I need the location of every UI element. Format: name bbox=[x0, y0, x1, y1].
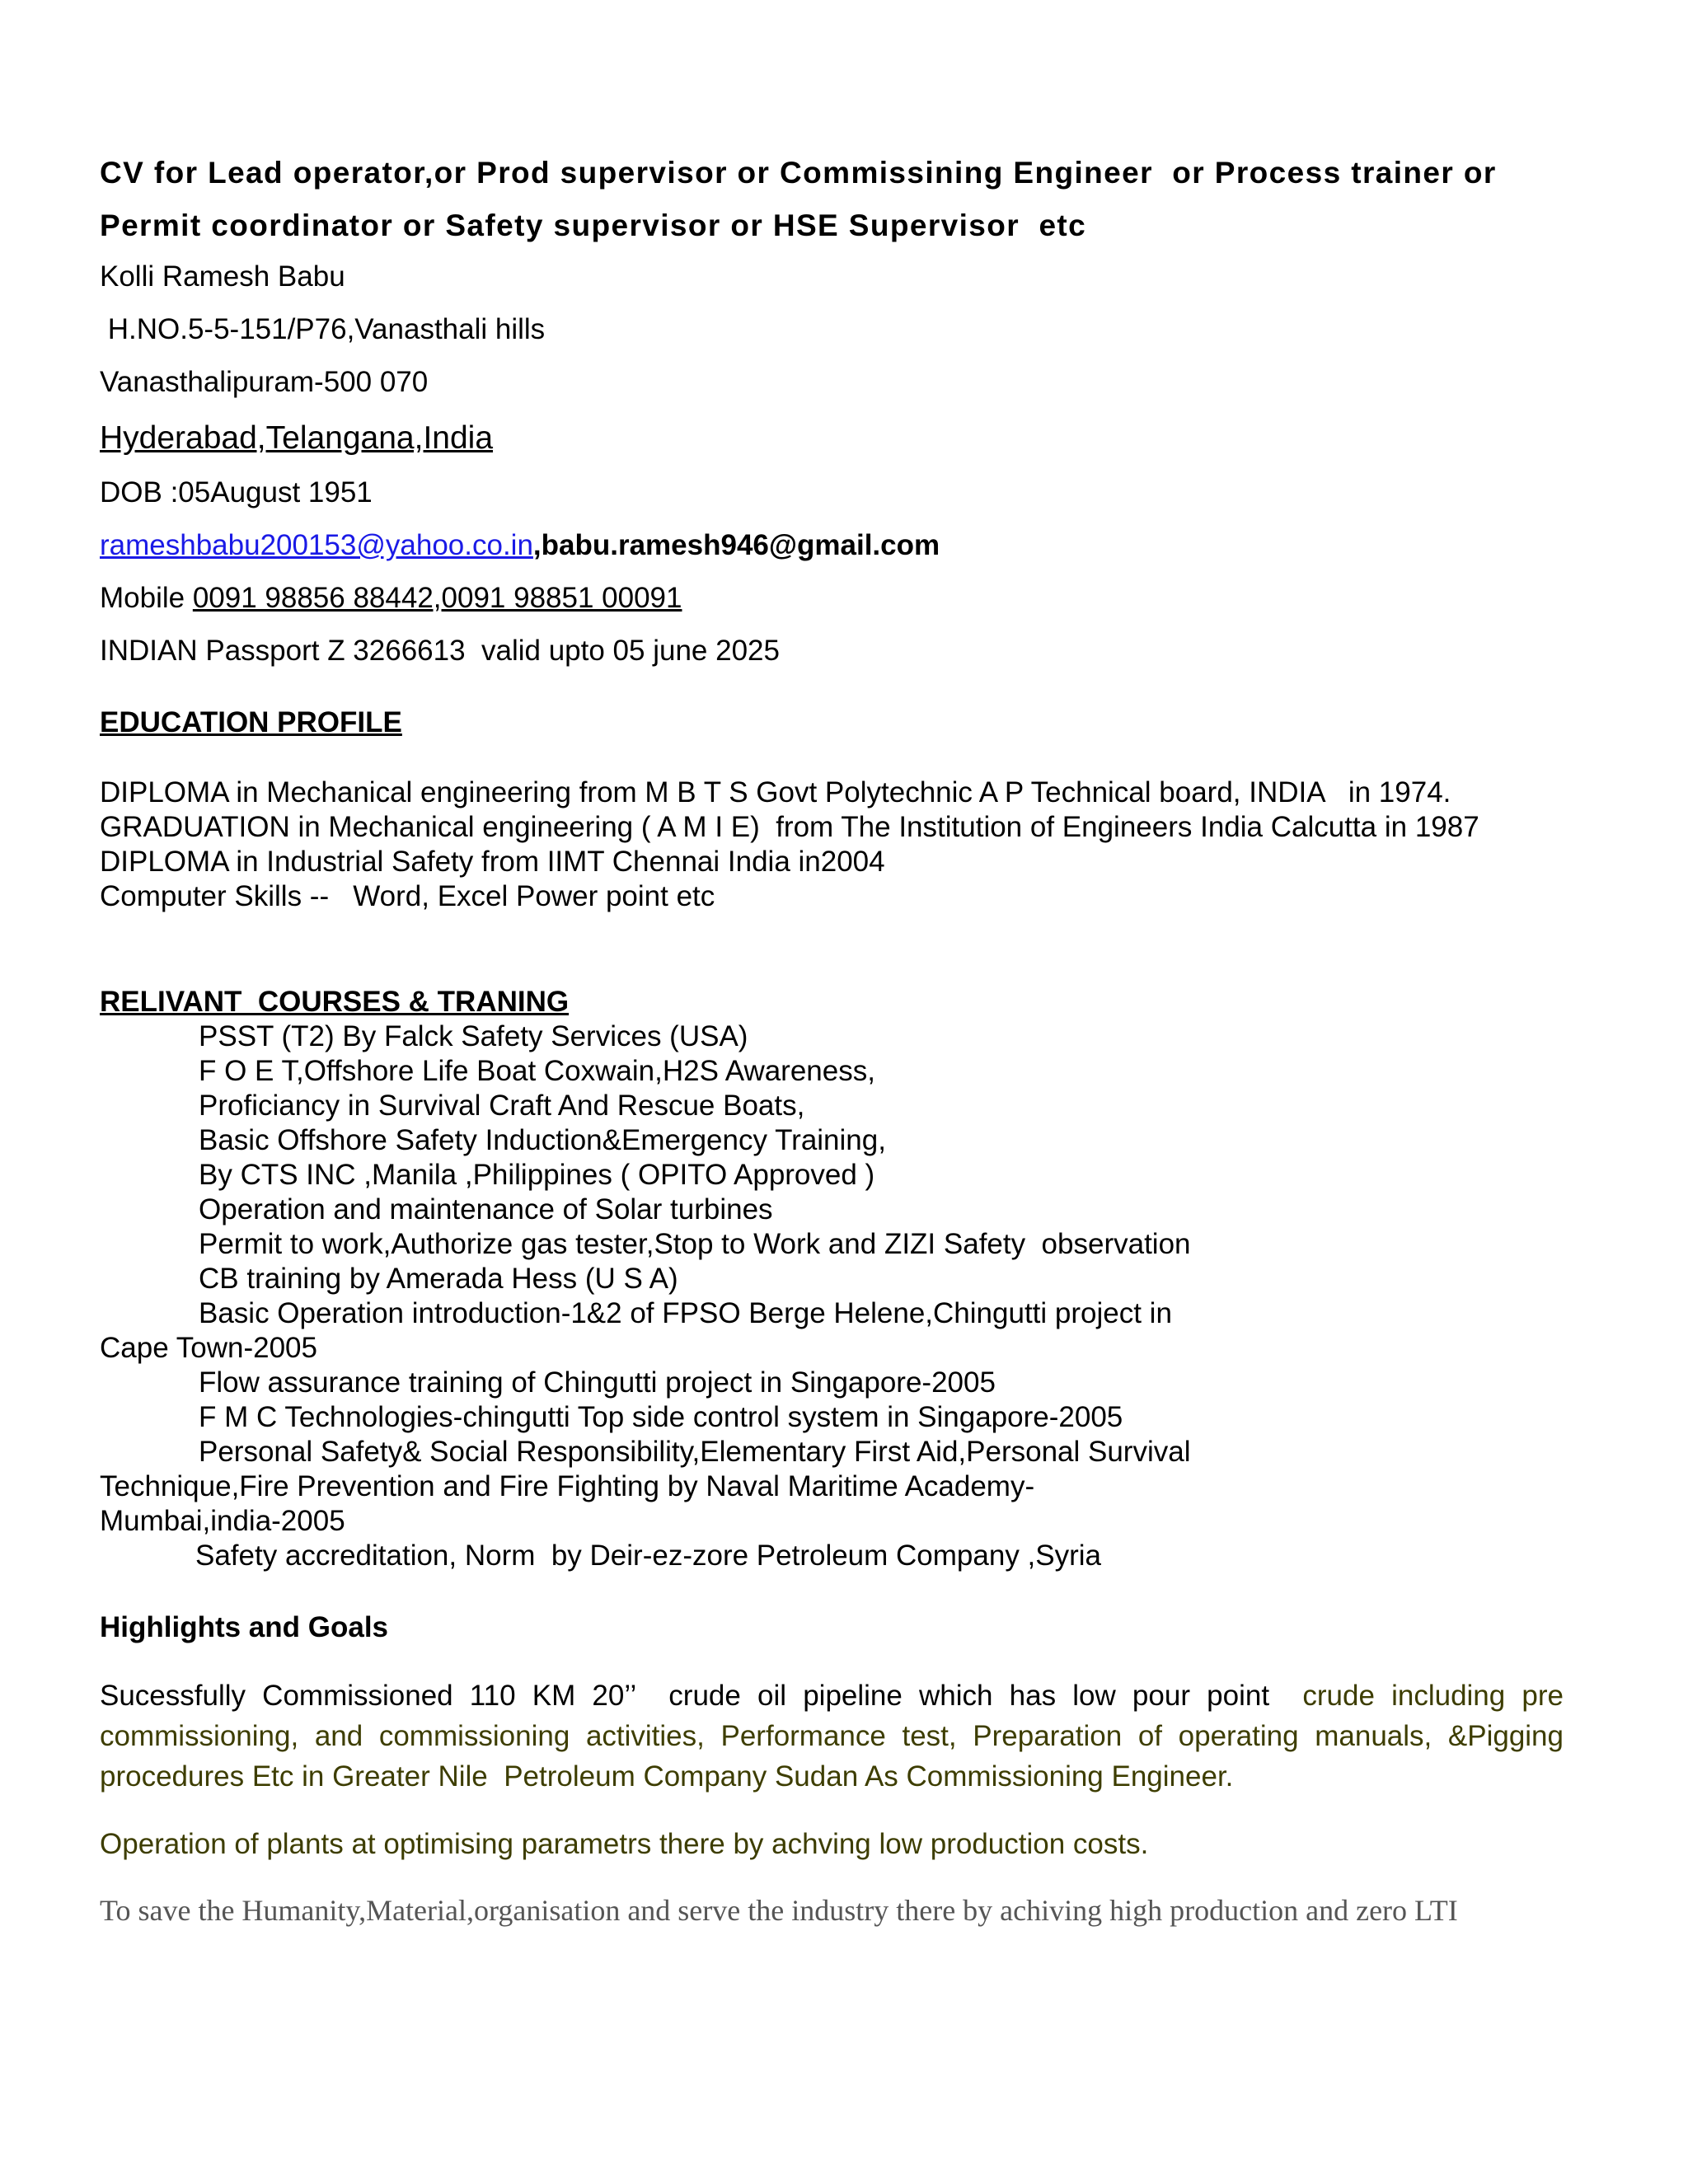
mobile-line bbox=[100, 583, 682, 612]
course-line: F O E T,Offshore Life Boat Coxwain,H2S Awareness, bbox=[199, 1055, 875, 1087]
course-line: Operation and maintenance of Solar turbines bbox=[199, 1193, 773, 1226]
education-item: DIPLOMA in Mechanical engineering from M B T S Govt Polytechnic A P Technical board, INDIA in 1974. bbox=[100, 776, 1451, 808]
cv-title-line-1: CV for Lead operator,or Prod supervisor or Commissining Engineer or Process trainer or bbox=[100, 156, 1497, 190]
applicant-name: Kolli Ramesh Babu bbox=[100, 260, 345, 293]
course-line: PSST (T2) By Falck Safety Services (USA) bbox=[199, 1020, 748, 1052]
mission-statement: To save the Humanity,Material,organisation and serve the industry there by achiving high production and zero LTI bbox=[100, 1894, 1458, 1927]
courses-heading: RELIVANT COURSES & TRANING bbox=[100, 986, 570, 1018]
education-item: DIPLOMA in Industrial Safety from IIMT Chennai India in2004 bbox=[100, 846, 885, 878]
mobile-label: Mobile bbox=[100, 582, 193, 614]
email-link-yahoo[interactable]: rameshbabu200153@yahoo.co.in bbox=[100, 529, 533, 561]
highlights-paragraph-line: commissioning, and commissioning activities, Performance test, Preparation of operating manuals, &Pigging bbox=[100, 1720, 1564, 1752]
goal-paragraph: Operation of plants at optimising parametrs there by achving low production costs. bbox=[100, 1828, 1149, 1860]
passport-info: INDIAN Passport Z 3266613 valid upto 05 june 2025 bbox=[100, 635, 780, 667]
highlights-text-olive: crude including pre bbox=[1302, 1680, 1564, 1712]
course-line: CB training by Amerada Hess (U S A) bbox=[199, 1263, 678, 1295]
education-item: Computer Skills -- Word, Excel Power point etc bbox=[100, 880, 715, 912]
course-line: Flow assurance training of Chingutti project in Singapore-2005 bbox=[199, 1366, 996, 1399]
education-item: GRADUATION in Mechanical engineering ( A M I E) from The Institution of Engineers India Calcutta in 1987 bbox=[100, 811, 1479, 843]
course-line: By CTS INC ,Manila ,Philippines ( OPITO Approved ) bbox=[199, 1159, 875, 1191]
highlights-paragraph-line bbox=[100, 1681, 1564, 1710]
email-gmail: ,babu.ramesh946@gmail.com bbox=[532, 529, 940, 561]
cv-title-line-2: Permit coordinator or Safety supervisor or HSE Supervisor etc bbox=[100, 209, 1087, 242]
education-heading: EDUCATION PROFILE bbox=[100, 706, 402, 738]
course-line: Basic Offshore Safety Induction&Emergency Training, bbox=[199, 1124, 886, 1156]
highlights-paragraph-line: procedures Etc in Greater Nile Petroleum Company Sudan As Commissioning Engineer. bbox=[100, 1760, 1234, 1793]
course-line: Cape Town-2005 bbox=[100, 1332, 317, 1364]
address-line-1: H.NO.5-5-151/P76,Vanasthali hills bbox=[100, 313, 546, 345]
course-line: Basic Operation introduction-1&2 of FPSO Berge Helene,Chingutti project in bbox=[199, 1297, 1172, 1329]
highlights-heading: Highlights and Goals bbox=[100, 1611, 389, 1643]
address-line-2: Vanasthalipuram-500 070 bbox=[100, 366, 429, 398]
address-city: Hyderabad,Telangana,India bbox=[100, 420, 494, 456]
highlights-text: Sucessfully Commissioned 110 KM 20’’ crude oil pipeline which has low pour point bbox=[100, 1680, 1303, 1712]
course-line: Safety accreditation, Norm by Deir-ez-zore Petroleum Company ,Syria bbox=[195, 1540, 1102, 1572]
course-line: Permit to work,Authorize gas tester,Stop to Work and ZIZI Safety observation bbox=[199, 1228, 1191, 1260]
mobile-numbers: 0091 98856 88442,0091 98851 00091 bbox=[192, 582, 682, 614]
course-line: F M C Technologies-chingutti Top side control system in Singapore-2005 bbox=[199, 1401, 1123, 1433]
email-line bbox=[100, 531, 940, 560]
course-line: Proficiancy in Survival Craft And Rescue Boats, bbox=[199, 1090, 805, 1122]
date-of-birth: DOB :05August 1951 bbox=[100, 476, 373, 509]
course-line: Personal Safety& Social Responsibility,Elementary First Aid,Personal Survival bbox=[199, 1436, 1191, 1468]
course-line: Technique,Fire Prevention and Fire Fighting by Naval Maritime Academy- bbox=[100, 1470, 1035, 1502]
course-line: Mumbai,india-2005 bbox=[100, 1505, 345, 1537]
